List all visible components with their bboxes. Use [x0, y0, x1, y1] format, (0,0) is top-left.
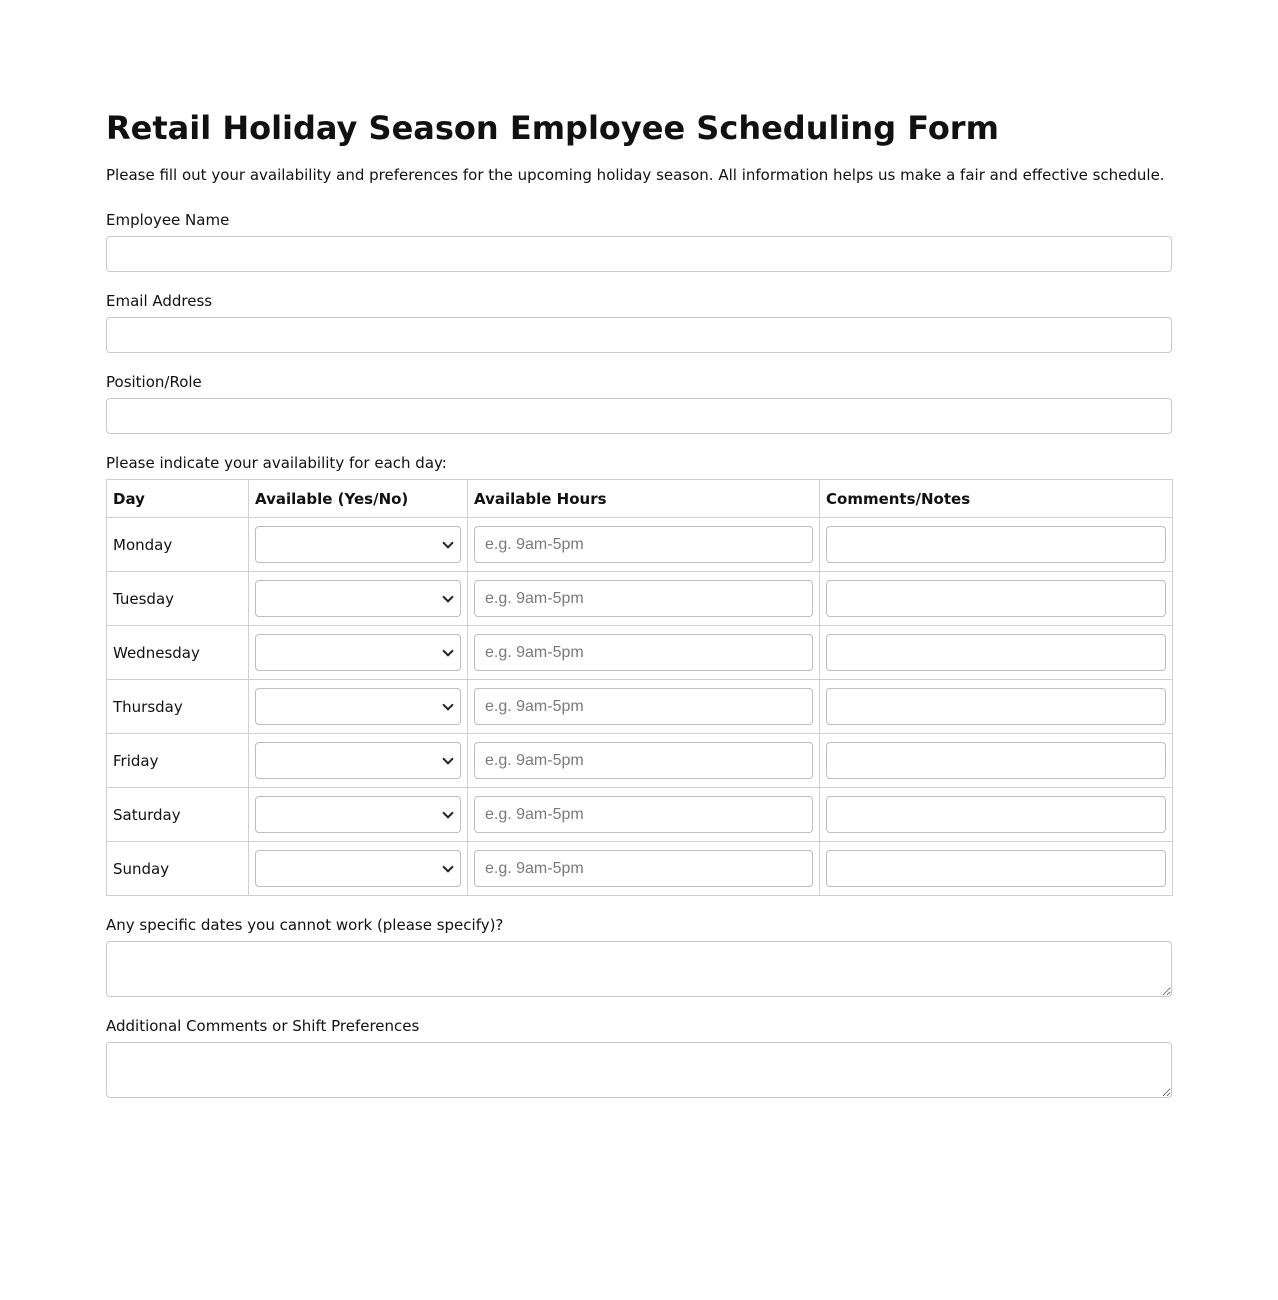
- header-hours: Available Hours: [468, 480, 820, 518]
- employee-name-input[interactable]: [106, 236, 1172, 272]
- hours-cell-friday: [468, 734, 820, 788]
- notes-input-sunday[interactable]: [826, 850, 1166, 887]
- available-select-thursday[interactable]: [255, 688, 461, 725]
- email-input[interactable]: [106, 317, 1172, 353]
- table-row: [107, 680, 1173, 734]
- day-cell-monday: Monday: [107, 518, 249, 572]
- header-available: Available (Yes/No): [249, 480, 468, 518]
- table-header-row: [107, 480, 1173, 518]
- position-label: Position/Role: [106, 373, 202, 391]
- table-row: [107, 788, 1173, 842]
- hours-input-thursday[interactable]: [474, 688, 813, 725]
- hours-input-wednesday[interactable]: [474, 634, 813, 671]
- notes-cell-monday: [820, 518, 1173, 572]
- notes-input-friday[interactable]: [826, 742, 1166, 779]
- notes-cell-thursday: [820, 680, 1173, 734]
- chevron-down-icon: [442, 591, 453, 602]
- hours-cell-sunday: [468, 842, 820, 896]
- day-cell-saturday: Saturday: [107, 788, 249, 842]
- available-cell-wednesday: [249, 626, 468, 680]
- chevron-down-icon: [442, 699, 453, 710]
- hours-cell-saturday: [468, 788, 820, 842]
- available-select-tuesday[interactable]: [255, 580, 461, 617]
- available-select-wednesday[interactable]: [255, 634, 461, 671]
- notes-cell-tuesday: [820, 572, 1173, 626]
- chevron-down-icon: [442, 807, 453, 818]
- hours-input-monday[interactable]: [474, 526, 813, 563]
- header-comments: Comments/Notes: [820, 480, 1173, 518]
- hours-input-friday[interactable]: [474, 742, 813, 779]
- available-select-monday[interactable]: [255, 526, 461, 563]
- table-row: [107, 842, 1173, 896]
- available-select-sunday[interactable]: [255, 850, 461, 887]
- notes-cell-saturday: [820, 788, 1173, 842]
- hours-input-sunday[interactable]: [474, 850, 813, 887]
- available-select-saturday[interactable]: [255, 796, 461, 833]
- available-cell-thursday: [249, 680, 468, 734]
- unavailable-dates-textarea[interactable]: [106, 941, 1172, 997]
- unavailable-dates-label: Any specific dates you cannot work (please specify)?: [106, 916, 504, 934]
- additional-comments-label: Additional Comments or Shift Preferences: [106, 1017, 420, 1035]
- table-row: [107, 518, 1173, 572]
- page-title: Retail Holiday Season Employee Scheduling Form: [106, 109, 999, 147]
- notes-input-wednesday[interactable]: [826, 634, 1166, 671]
- notes-cell-friday: [820, 734, 1173, 788]
- hours-input-saturday[interactable]: [474, 796, 813, 833]
- available-cell-monday: [249, 518, 468, 572]
- notes-cell-wednesday: [820, 626, 1173, 680]
- hours-cell-wednesday: [468, 626, 820, 680]
- notes-cell-sunday: [820, 842, 1173, 896]
- notes-input-thursday[interactable]: [826, 688, 1166, 725]
- day-cell-friday: Friday: [107, 734, 249, 788]
- chevron-down-icon: [442, 753, 453, 764]
- day-cell-thursday: Thursday: [107, 680, 249, 734]
- available-cell-tuesday: [249, 572, 468, 626]
- notes-input-monday[interactable]: [826, 526, 1166, 563]
- header-day: Day: [107, 480, 249, 518]
- available-cell-friday: [249, 734, 468, 788]
- hours-cell-monday: [468, 518, 820, 572]
- chevron-down-icon: [442, 537, 453, 548]
- available-select-friday[interactable]: [255, 742, 461, 779]
- notes-input-saturday[interactable]: [826, 796, 1166, 833]
- email-label: Email Address: [106, 292, 213, 310]
- position-input[interactable]: [106, 398, 1172, 434]
- chevron-down-icon: [442, 645, 453, 656]
- day-cell-wednesday: Wednesday: [107, 626, 249, 680]
- notes-input-tuesday[interactable]: [826, 580, 1166, 617]
- form-intro: Please fill out your availability and preferences for the upcoming holiday season. All information helps us make a fair and effective schedule.: [106, 166, 1165, 184]
- availability-table: [106, 479, 1173, 896]
- additional-comments-textarea[interactable]: [106, 1042, 1172, 1098]
- table-row: [107, 734, 1173, 788]
- hours-cell-thursday: [468, 680, 820, 734]
- hours-cell-tuesday: [468, 572, 820, 626]
- availability-rows: [107, 518, 1173, 896]
- table-row: [107, 572, 1173, 626]
- day-cell-tuesday: Tuesday: [107, 572, 249, 626]
- available-cell-sunday: [249, 842, 468, 896]
- availability-prompt: Please indicate your availability for each day:: [106, 454, 447, 472]
- chevron-down-icon: [442, 861, 453, 872]
- day-cell-sunday: Sunday: [107, 842, 249, 896]
- employee-name-label: Employee Name: [106, 211, 230, 229]
- available-cell-saturday: [249, 788, 468, 842]
- table-row: [107, 626, 1173, 680]
- hours-input-tuesday[interactable]: [474, 580, 813, 617]
